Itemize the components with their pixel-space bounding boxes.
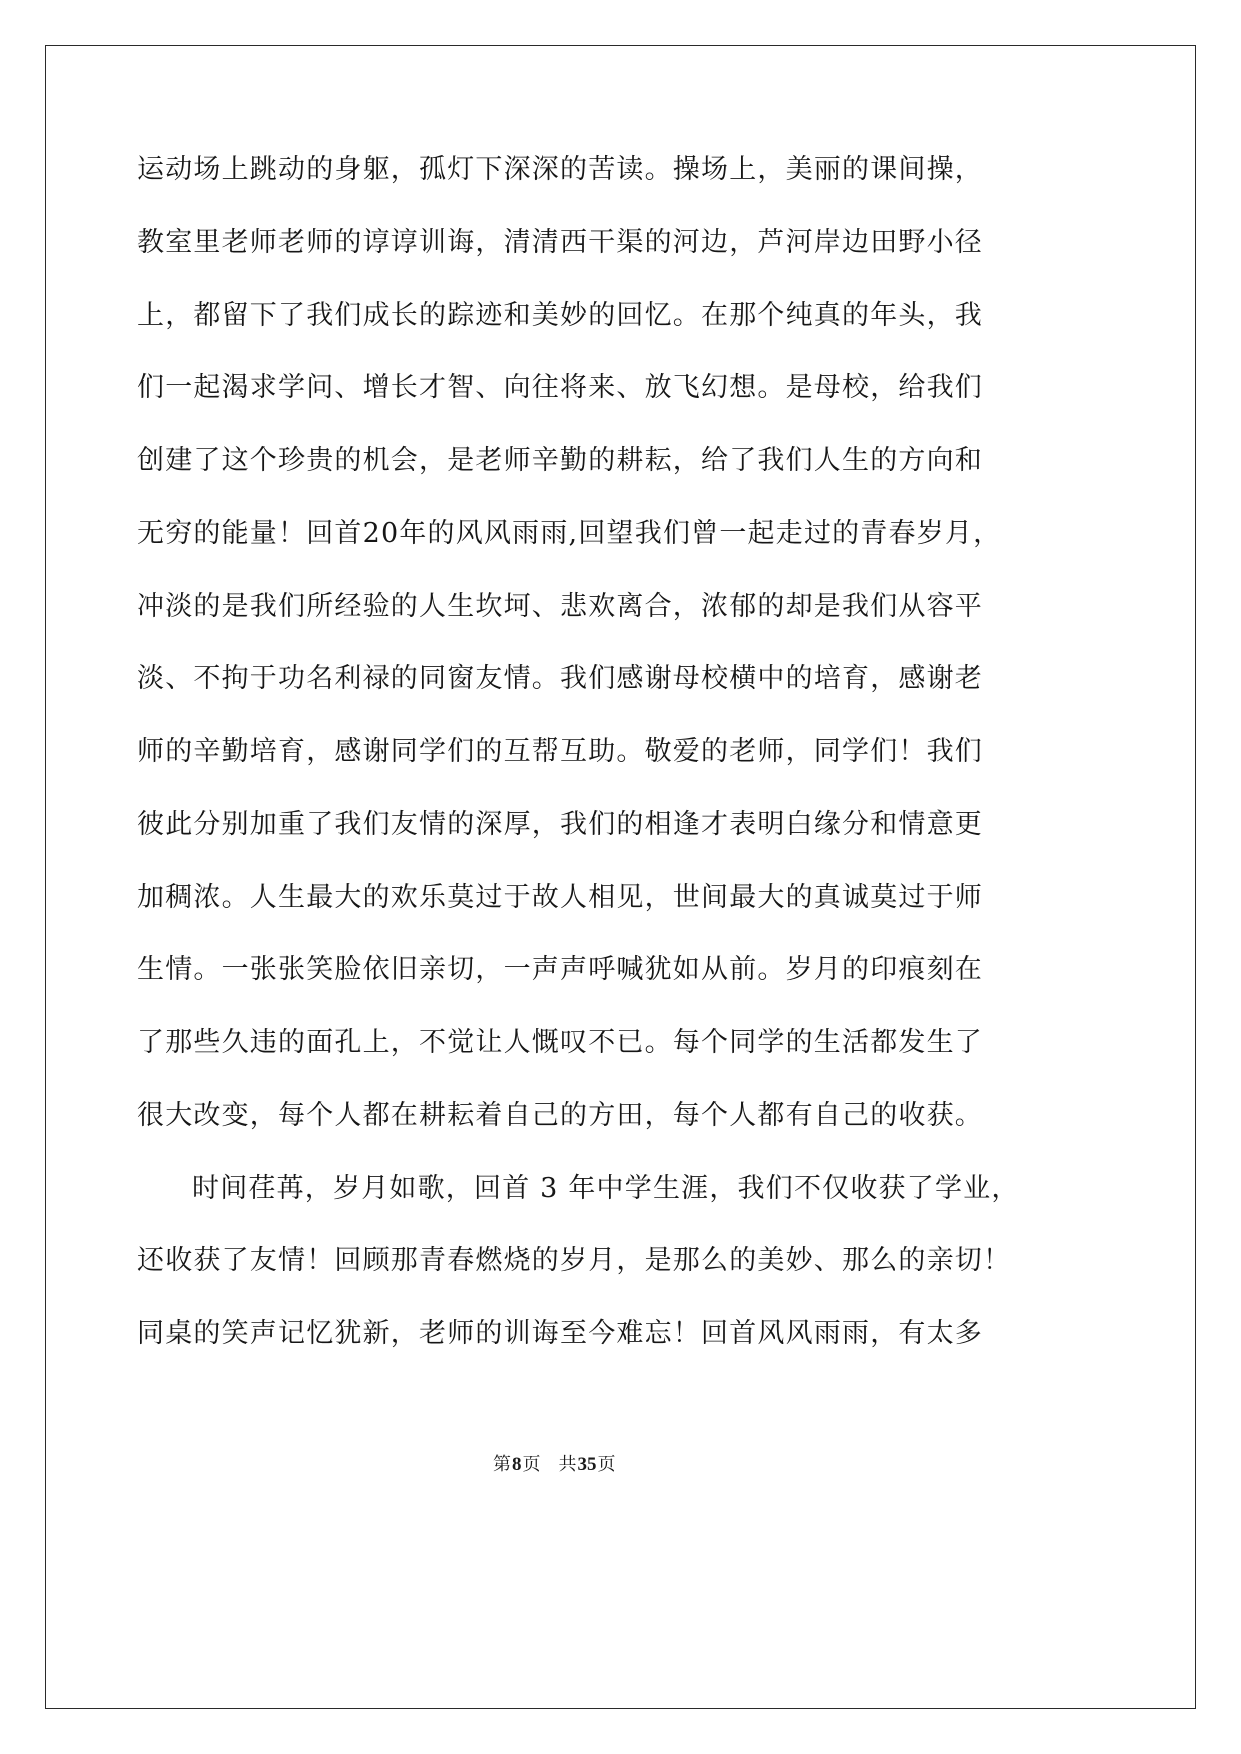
text-line: 无穷的能量！回首20年的风风雨雨,回望我们曾一起走过的青春岁月， [137, 517, 1002, 549]
text-line: 们一起渴求学问、增长才智、向往将来、放飞幻想。是母校，给我们 [137, 372, 983, 404]
text-line: 师的辛勤培育，感谢同学们的互帮互助。敬爱的老师，同学们！我们 [137, 736, 983, 767]
text-line: 教室里老师老师的谆谆训诲，清清西干渠的河边，芦河岸边田野小径 [137, 226, 983, 258]
text-line: 冲淡的是我们所经验的人生坎坷、悲欢离合，浓郁的却是我们从容平 [137, 590, 983, 622]
text-line: 了那些久违的面孔上，不觉让人慨叹不已。每个同学的生活都发生了 [137, 1027, 983, 1058]
paragraph-first-line: 时间荏苒，岁月如歌，回首 3 年中学生涯，我们不仅收获了学业， [192, 1172, 1020, 1204]
total-suffix: 页 [597, 1454, 616, 1475]
text-line: 彼此分别加重了我们友情的深厚，我们的相逢才表明白缘分和情意更 [137, 808, 983, 840]
text-line: 创建了这个珍贵的机会，是老师辛勤的耕耘，给了我们人生的方向和 [137, 445, 983, 476]
text-line: 运动场上跳动的身躯，孤灯下深深的苦读。操场上，美丽的课间操， [137, 154, 983, 185]
text-line: 淡、不拘于功名利禄的同窗友情。我们感谢母校横中的培育，感谢老 [137, 663, 983, 695]
total-pages: 35 [577, 1454, 597, 1475]
page-number: 8 [512, 1454, 522, 1475]
text-line: 还收获了友情！回顾那青春燃烧的岁月，是那么的美妙、那么的亲切！ [137, 1245, 1012, 1277]
text-line: 很大改变，每个人都在耕耘着自己的方田，每个人都有自己的收获。 [137, 1099, 983, 1131]
text-line: 同桌的笑声记忆犹新，老师的训诲至今难忘！回首风风雨雨，有太多 [137, 1318, 983, 1349]
page-prefix: 第 [493, 1454, 511, 1475]
page-footer [493, 1452, 616, 1478]
total-prefix: 共 [558, 1454, 577, 1475]
page-suffix: 页 [522, 1454, 541, 1475]
text-line: 加稠浓。人生最大的欢乐莫过于故人相见，世间最大的真诚莫过于师 [137, 881, 983, 913]
text-line: 生情。一张张笑脸依旧亲切，一声声呼喊犹如从前。岁月的印痕刻在 [137, 954, 983, 986]
text-line: 上，都留下了我们成长的踪迹和美妙的回忆。在那个纯真的年头，我 [137, 299, 983, 331]
document-body [137, 134, 1037, 1371]
